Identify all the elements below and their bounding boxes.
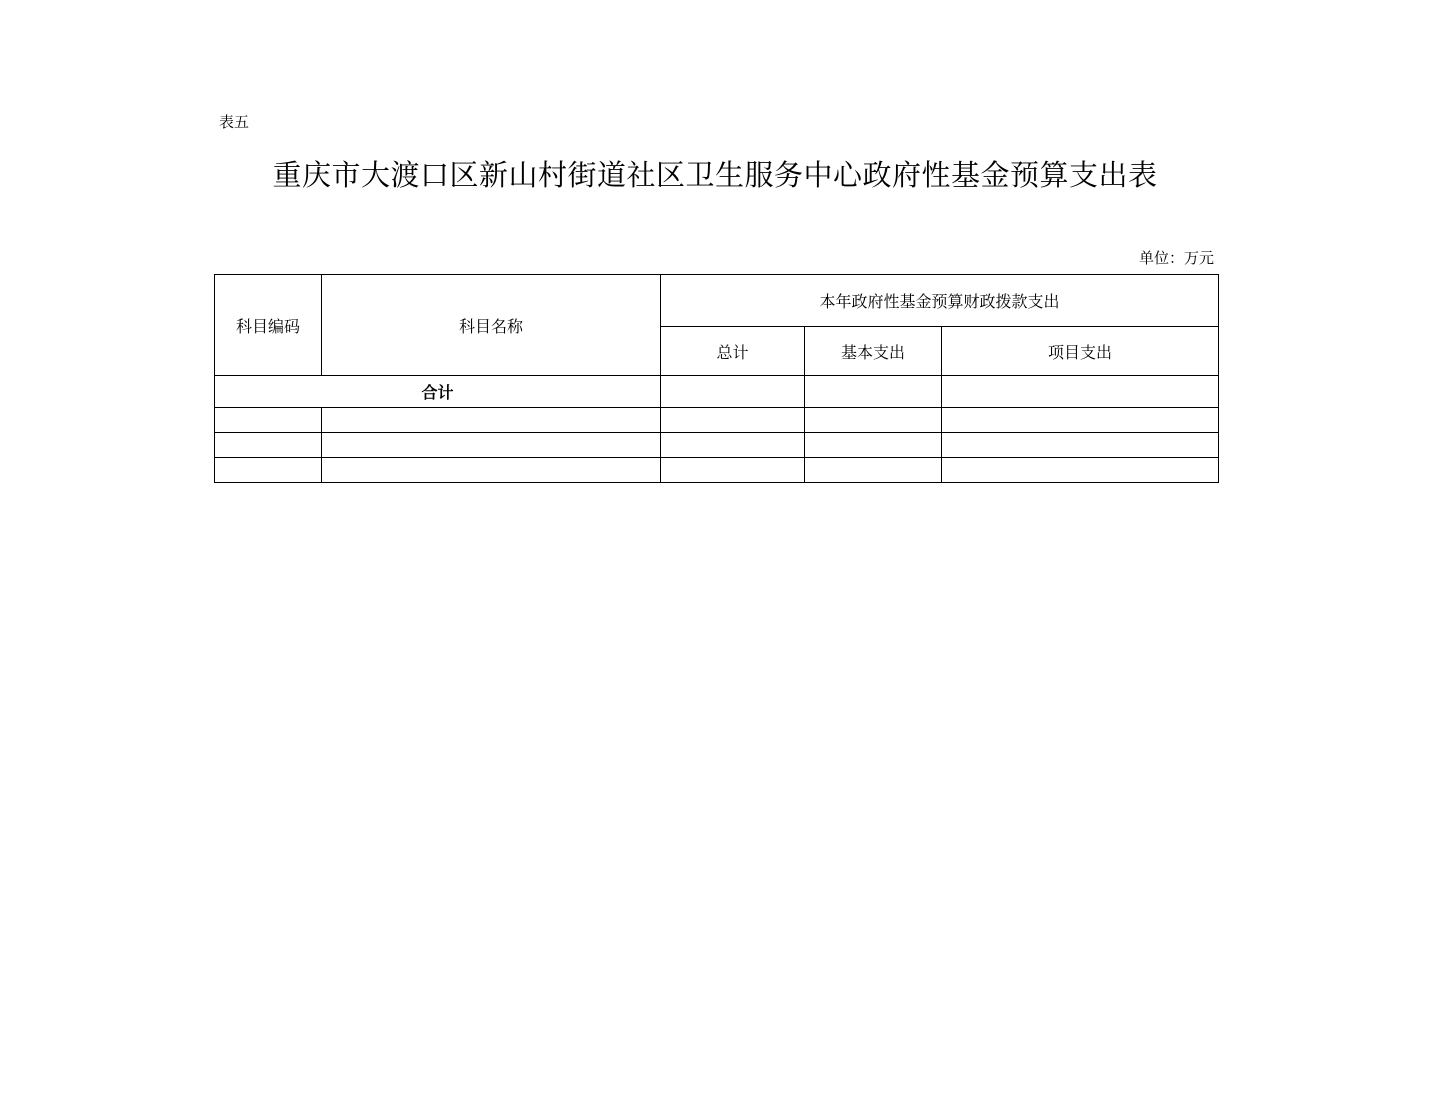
header-total: 总计	[661, 327, 805, 376]
row-basic	[805, 433, 942, 458]
header-project: 项目支出	[942, 327, 1219, 376]
row-code	[215, 408, 322, 433]
row-project	[942, 458, 1219, 483]
total-row-project	[942, 376, 1219, 408]
row-name	[322, 433, 661, 458]
row-project	[942, 408, 1219, 433]
row-basic	[805, 408, 942, 433]
row-code	[215, 433, 322, 458]
row-project	[942, 433, 1219, 458]
table-number-label: 表五	[219, 113, 250, 131]
row-name	[322, 458, 661, 483]
header-name: 科目名称	[322, 275, 661, 376]
row-name	[322, 408, 661, 433]
row-basic	[805, 458, 942, 483]
total-row-basic	[805, 376, 942, 408]
header-row-1	[215, 275, 1219, 327]
row-code	[215, 458, 322, 483]
table-row	[215, 408, 1219, 433]
page-title: 重庆市大渡口区新山村街道社区卫生服务中心政府性基金预算支出表	[272, 158, 1158, 192]
row-total	[661, 433, 805, 458]
budget-table	[214, 274, 1219, 483]
table-row	[215, 433, 1219, 458]
table-row	[215, 458, 1219, 483]
row-total	[661, 408, 805, 433]
header-code: 科目编码	[215, 275, 322, 376]
header-basic: 基本支出	[805, 327, 942, 376]
total-row-total	[661, 376, 805, 408]
unit-label: 单位：万元	[1138, 249, 1214, 267]
total-row-label: 合计	[215, 376, 661, 408]
row-total	[661, 458, 805, 483]
total-row	[215, 376, 1219, 408]
header-group: 本年政府性基金预算财政拨款支出	[661, 275, 1219, 327]
